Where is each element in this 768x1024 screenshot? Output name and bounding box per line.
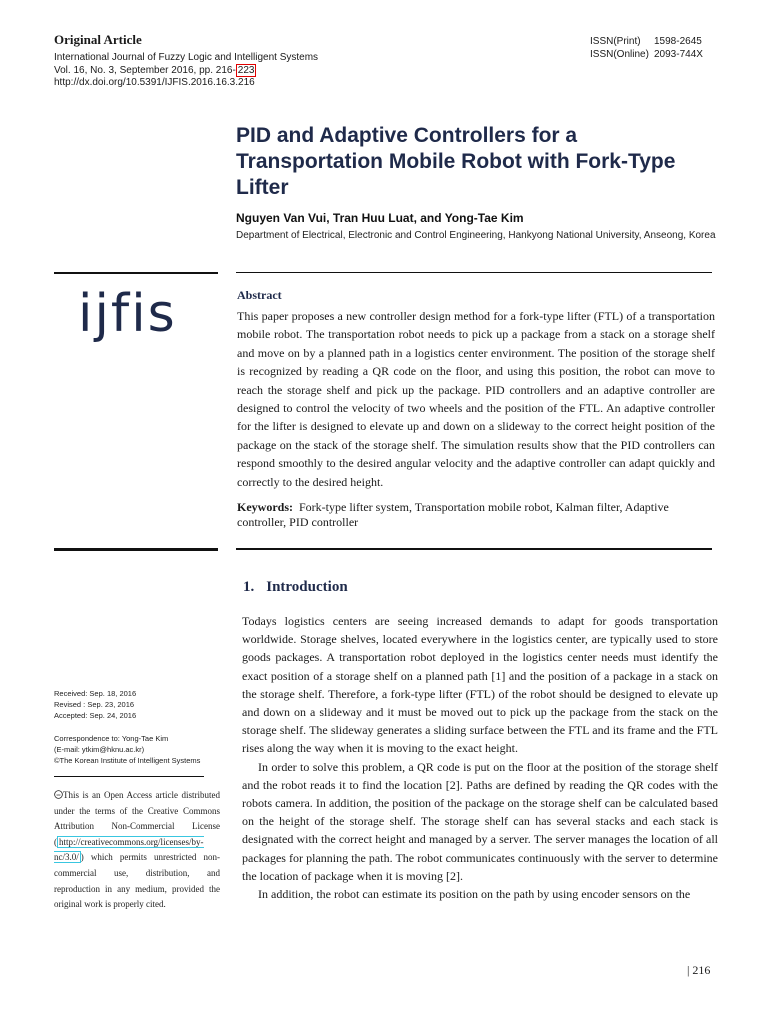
copyright-notice: ©The Korean Institute of Intelligent Systems bbox=[54, 756, 201, 765]
received-date: Received: Sep. 18, 2016 bbox=[54, 689, 137, 698]
page-number: | 216 bbox=[687, 963, 711, 977]
section-heading-introduction bbox=[243, 579, 348, 596]
keywords-label: Keywords: bbox=[237, 500, 293, 515]
abstract-section bbox=[237, 288, 715, 530]
left-bottom-rule bbox=[54, 548, 218, 551]
issn-online-label: ISSN(Online) bbox=[590, 48, 649, 60]
volume-pages: Vol. 16, No. 3, September 2016, pp. 216- bbox=[54, 64, 236, 76]
sidebar-divider bbox=[54, 776, 204, 777]
journal-header bbox=[54, 32, 474, 90]
article-history bbox=[54, 688, 224, 721]
paragraph: Todays logistics centers are seeing increased demands to adapt for goods transportation worldwide. Storage shelves, located everywhere in the logistics center, are typically used to store goods packages. A transportation robot deployed in the logistics center needs must identify the exact position of a storage shelf on a planned path [1] and the position of a package in a stack on the storage shelf. Therefore, a fork-type lifter (FTL) of the robot should be designed to elevate up and down on a slideway and it must be moved out to pick up the package from the stack on the storage shelf. The slideway generates a sliding surface between the FTL and its frame and the FTL rises along the way when it is moving to the exact height. bbox=[242, 614, 718, 756]
ijfis-logo: ijfis bbox=[78, 284, 177, 344]
keywords-list: Fork-type lifter system, Transportation mobile robot, Kalman filter, Adaptive controller, PID controller bbox=[237, 500, 669, 530]
abstract-body: This paper proposes a new controller design method for a fork-type lifter (FTL) of a transportation mobile robot. The transportation robot needs to pick up a package from a stack on a storage shelf and move on by a planned path in a logistics center environment. The position of the storage shelf is recognized by reading a QR code on the floor, and using this position, the robot can move to reach the storage shelf and pick up the package. PID controllers and an adaptive controller are designed to control the velocity of two wheels and the position of the FTL. An adaptive controller for the lifter is designed to elevate up and down on a slideway to the correct height position of the package on the stack of the storage shelf. The simulation results show that the PID controllers can respond smoothly to the desired angular velocity and the adaptive controller can adapt quickly and correctly to the desired height. bbox=[237, 309, 715, 489]
abstract-heading: Abstract bbox=[237, 288, 282, 302]
article-type: Original Article bbox=[54, 32, 142, 47]
affiliation: Department of Electrical, Electronic and Control Engineering, Hankyong National University, Anseong, Korea bbox=[236, 230, 716, 241]
journal-name: International Journal of Fuzzy Logic and Intelligent Systems bbox=[54, 52, 319, 63]
svg-text:cc: cc bbox=[56, 792, 61, 798]
paragraph: In order to solve this problem, a QR code is put on the floor at the position of the storage shelf and the robot reads it to find the location [2]. Paths are defined by reading the QR codes with the robots camera. In addition, the position of the package on the storage shelf can be calculated based on the height of the storage shelf. The storage shelf can has several stacks and each stack is designated with the correct height and managed by a server. The server manages the location of all packages for planning the path. The robot communicates continuously with the server to determine the location of package when it is moving [2]. bbox=[242, 759, 718, 883]
issn-print-value: 1598-2645 bbox=[654, 36, 702, 47]
introduction-body bbox=[242, 612, 718, 903]
paragraph: In addition, the robot can estimate its position on the path by using encoder sensors on the bbox=[258, 887, 691, 902]
paper-title: PID and Adaptive Controllers for a Transportation Mobile Robot with Fork-Type Lifter bbox=[236, 124, 676, 199]
accepted-date: Accepted: Sep. 24, 2016 bbox=[54, 711, 137, 720]
license-notice bbox=[54, 788, 220, 913]
revised-date: Revised : Sep. 23, 2016 bbox=[54, 700, 135, 709]
right-top-rule bbox=[236, 272, 712, 273]
license-text-after: ) which permits unrestricted non-commercial use, distribution, and reproduction in any medium, provided the original work is properly cited. bbox=[54, 852, 220, 910]
keywords bbox=[237, 500, 715, 530]
correspondence bbox=[54, 733, 224, 766]
license-text-before: This is an Open Access article distributed under the terms of the Creative Commons Attribution Non-Commercial License ( bbox=[54, 790, 220, 847]
right-bottom-rule bbox=[236, 548, 712, 550]
volume-info bbox=[54, 65, 474, 78]
correspondence-email[interactable]: (E-mail: ytkim@hknu.ac.kr) bbox=[54, 745, 145, 754]
section-number: 1. bbox=[243, 579, 255, 595]
correspondence-author: Correspondence to: Yong-Tae Kim bbox=[54, 734, 169, 743]
section-title: Introduction bbox=[266, 579, 348, 595]
issn-print-label: ISSN(Print) bbox=[590, 36, 641, 47]
license-url-link[interactable]: http://creativecommons.org/licenses/by-nc/3.0/ bbox=[54, 836, 204, 863]
title-block bbox=[236, 123, 716, 243]
authors: Nguyen Van Vui, Tran Huu Luat, and Yong-Tae Kim bbox=[236, 211, 524, 225]
cc-icon bbox=[54, 790, 63, 799]
left-top-rule bbox=[54, 272, 218, 274]
issn-block bbox=[590, 36, 703, 61]
doi-link[interactable]: http://dx.doi.org/10.5391/IJFIS.2016.16.3.216 bbox=[54, 77, 255, 88]
end-page-link[interactable]: 223 bbox=[237, 64, 255, 76]
issn-online-value: 2093-744X bbox=[654, 48, 703, 60]
